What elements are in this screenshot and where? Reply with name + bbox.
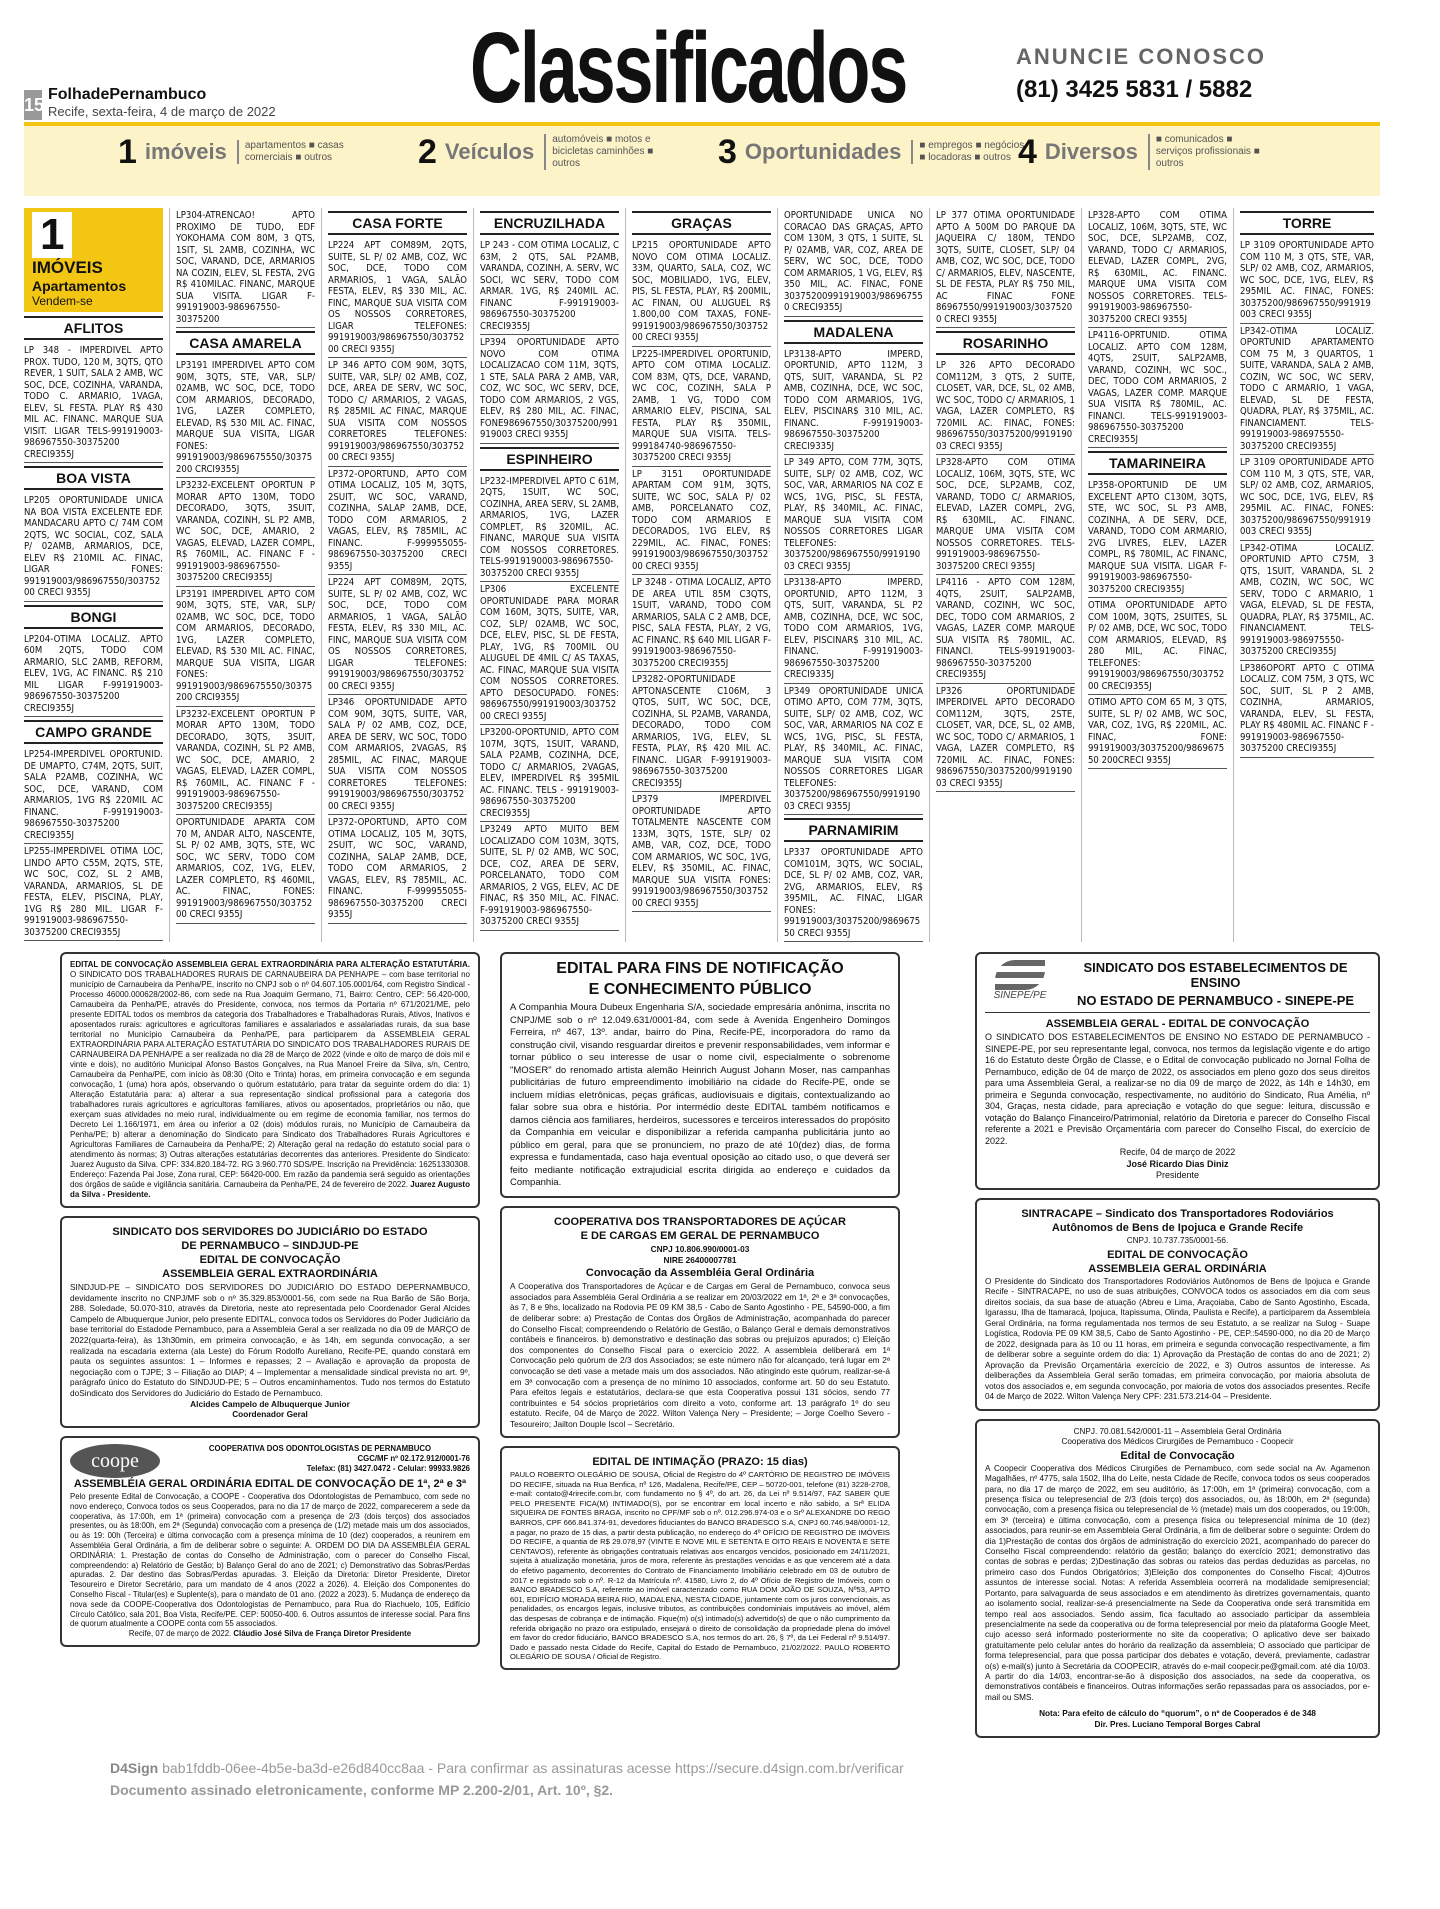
classified-ad: OPORTUNIDADE APARTA COM 70 M, ANDAR ALTO, NASCENTE, SL P/ 02 AMB, 3QTS, STE, WC SOC, WC SERV, TODO COM ARMARIOS, COZ, 1VG, ELEV, LAZER COMPLETO, R$ 460MIL, AC. FINAC, FONES: 991919003/986967550/30375200 CRECI 9355J: [176, 815, 315, 924]
signature-footer: [110, 1760, 904, 1776]
notice-title: E DE CARGAS EM GERAL DE PERNAMBUCO: [580, 1230, 820, 1242]
classified-ad: LP254-IMPERDIVEL OPORTUNID. DE UMAPTO, C74M, 2QTS, SUIT, SALA P2AMB, COZINHA, WC SOC, DCE, VARAND, COM ARMARIOS, 1VG R$ 220MIL AC FINANC. F-991919003-986967550-30375200 CRECI9355J: [24, 747, 163, 844]
notice-cgc: CGC/MF nº 02.172.912/0001-76: [357, 1453, 470, 1463]
listings-columns: [24, 208, 1380, 942]
neighborhood-heading: CASA FORTE: [328, 211, 467, 235]
neighborhood-heading: GRAÇAS: [632, 211, 771, 235]
coope-logo: coope: [70, 1444, 160, 1478]
classified-ad: LP372-OPORTUND, APTO COM OTIMA LOCALIZ, 105 M, 3QTS, 2SUIT, WC SOC, VARAND, COZINHA, SALAP 2AMB, DCE, TODO COM ARMARIOS, 2 VAGAS, ELEV, R$ 785MIL, AC FINANC. F-999955055-986967550-30375200 CRECI 9355J: [328, 467, 467, 576]
classified-ad: LP205 OPORTUNIDADE UNICA NA BOA VISTA EXCELENTE EDF. MANDACARU APTO C/ 74M COM 2QTS, WC SOCIAL, COZ, SALA P/ 02AMB, ARMARIOS, DCE, ELEV R$ 210MIL AC. FINAC, LIGAR FONES: 991919003/986967550/30375200 CRECI 9355J: [24, 493, 163, 602]
category-number: 3: [718, 132, 737, 171]
advertise-phone: (81) 3425 5831 / 5882: [1016, 76, 1253, 103]
sinepe-logo-mark: [995, 960, 1045, 990]
classified-ad: OTIMO APTO COM 65 M, 3 QTS, SUITE, SL P/ 02 AMB, WC SOC, VAR, COZ, 1VG, R$ 220MIL, AC. FINAC, FONE: 991919003/30375200/986967550 200CRECI 9355J: [1088, 695, 1227, 769]
classified-ad: LP386OPORT APTO C OTIMA LOCALIZ. COM 75M, 3 QTS, WC SOC, SUIT, SL P 2 AMB, COZINHA, ARMARIOS, VARANDA, ELEV, SL FESTA, PLAY R$ 480MIL AC. FINANC F - 991919003-986967550-30375200 CRECI9355J: [1240, 661, 1374, 758]
section-subtitle2: Vendem-se: [32, 294, 93, 308]
listing-column: [24, 208, 170, 942]
classified-ad: LP 349 APTO, COM 77M, 3QTS, SUITE, SLP/ 02 AMB, COZ, WC SOC, VAR, ARMARIOS NA COZ E WCS, 1VG, PISC, SL FESTA, PLAY, R$ 340MIL, AC. FINAC, MARQUE SUA VISITA COM NOSSOS CORRETORES LIGAR TELEFONES: 30375200/986967550/991919003 CRECI 9355J: [784, 455, 923, 575]
category-sub: automóveis ■ motos e bicicletas caminhões ■ outros: [544, 134, 664, 170]
notice-coopecir: [975, 1419, 1380, 1738]
classified-ad: LP3138-APTO IMPERD, OPORTUNID, APTO 112M, 3 QTS, SUIT, VARANDA, SL P2 AMB, COZINHA, DCE, WC SOC, TODO COM ARMARIOS, 1VG, ELEV, PISCINAR$ 310 MIL, AC. FINANC. F-991919003-986967550-30375200 CRECI9335J: [784, 575, 923, 684]
notice-cnpj: CNPJ. 10.737.735/0001-56.: [1126, 1236, 1229, 1245]
classified-ad: LP306 EXCELENTE OPORTUNIDADE PARA MORAR COM 160M, 3QTS, SUITE, VAR, COZ, SLP/ 02AMB, WC SOC, DCE, ELEV, PISC, SL DE FESTA, PLAY, 1VG, R$ 700MIL OU ALUGUEL DE 4MIL C/ AS TAXAS, AC. FINAC, MARQUE SUA VISITA COM NOSSOS CORRETORES. APTO DESOCUPADO. FONES: 986967550/991919003/30375200 CRECI 9355J: [480, 582, 619, 725]
category-bar: [24, 126, 1380, 196]
category-name: Diversos: [1044, 139, 1138, 164]
classified-ad: LP224 APT COM89M, 2QTS, SUITE, SL P/ 02 AMB, COZ, WC SOC, DCE, TODO COM ARMARIOS, 1 VAGA, SALÃO FESTA, ELEV, R$ 330 MIL, AC. FINC, MARQUE SUA VISITA COM OS NOSSOS CORRETORES, LIGAR TELEFONES: 991919003/986967550/30375200 CRECI 9355J: [328, 238, 467, 358]
advertise-label: ANUNCIE CONOSCO: [1016, 44, 1267, 69]
classified-ad: LP3191 IMPERDIVEL APTO COM 90M, 3QTS, STE, VAR, SLP/ 02AMB, WC SOC, DCE, TODO COM ARMARIOS, DECORADO, 1VG, LAZER COMPLETO, ELEVAD, R$ 530 MIL AC. FINAC, MARQUE SUA VISITA, LIGAR FONES: 991919003/9869675550/30375200 CRCI9355J: [176, 587, 315, 707]
masthead: [470, 14, 1000, 122]
classified-ad: LP358-OPORTUNID DE UM EXCELENT APTO C130M, 3QTS, STE, WC SOC, SL P3 AMB, COZINHA, A DE SERV, DCE, VARAND, TODO COM ARMARIO, 2VG LIVRES, ELEV, LAZER COMPL, R$ 780MIL, AC FINANC, MARQUE SUA VISITA. LIGAR F-991919003-986967550-30375200 CRECI9355J: [1088, 478, 1227, 598]
notice-moser: [500, 952, 900, 1198]
category-sub: apartamentos ■ casas comerciais ■ outros: [237, 140, 357, 164]
notice-intimacao: [500, 1446, 900, 1670]
listing-column: [328, 208, 474, 942]
classified-ad: OPORTUNIDADE UNICA NO CORACAO DAS GRAÇAS, APTO COM 130M, 3 QTS, 1 SUITE, SL P/ 02AMB, VAR, COZ, AREA DE SERV, WC SOC, DCE, TODO COM ARMARIOS, 1 VG, ELEV, R$ 350 MIL, AC. FINAC, FONE 30375200991919003/986967550 CRECI9355J: [784, 208, 923, 317]
signature-legal-text: Documento assinado eletronicamente, conforme MP 2.200-2/01, Art. 10º, §2.: [110, 1782, 614, 1798]
listing-column: [480, 208, 626, 942]
classified-ad: LP 3248 - OTIMA LOCALIZ, APTO DE AREA UTIL 85M C3QTS, 1SUIT, VARAND, TODO COM ARMARIOS, SALA C 2 AMB, DCE, PISC, SALA FESTA, PLAY, 2 VG, AC FINANC. R$ 640 MIL LIGAR F-991919003-986967550-30375200 CRECI9355J: [632, 575, 771, 672]
category-imoveis[interactable]: [118, 126, 418, 178]
classified-ad: LP328-APTO COM OTIMA LOCALIZ, 106M, 3QTS, STE, WC SOC, DCE, SLP2AMB, COZ, VARAND, TODO C/ ARMARIOS, ELEVAD, LAZER COMPL, 2VG, R$ 630MIL, AC. FINANC. MARQUE UMA VISITA COM NOSSOS CORRETORES. TELS-991919003-986967550-30375200 CRECI 9355J: [936, 455, 1075, 575]
notice-title: COOPERATIVA DOS TRANSPORTADORES DE AÇÚCAR: [554, 1216, 846, 1228]
classified-ad: LP 3109 OPORTUNIDADE APTO COM 110 M, 3 QTS, STE, VAR, SLP/ 02 AMB, COZ, ARMARIOS, WC SOC, DCE, 1VG, ELEV, R$ 295MIL AC. FINAC, FONES: 30375200/986967550/991919003 CRECI 9355J: [1240, 238, 1374, 324]
listing-column: [1240, 208, 1380, 942]
notice-body: O SINDICATO DOS TRABALHADORES RURAIS DE CARNAUBEIRA DA PENHA/PE – com base territorial no município de Carnaubeira da Penha/PE, inscrito no CNPJ sob o nº 04.607.105.0001/64, com Registro Sindical - Processo 46000.000628/2002-86, com sede na Rua Joaquim Germano, 71, Bairro: Centro, CEP: 56.420-000, Carnaubeira da Penha/PE, através do Presidente, convoca, nos termos da Portaria nº 671/2021/ME, pelo presente EDITAL todos os membros da categoria dos Trabalhadores e Trabalhadoras Rurais, Ativos, Inativos e aposentados rurais: agricultores e agricultoras familiares e assalariados e assalariadas rurais, da sua base territorial no Município Carnaubeira da Penha/PE, para participarem da ASSEMBLEIA GERAL EXTRAORDINÁRIA PARA ALTERAÇÃO ESTATUTÁRIA DO SINDICATO DOS TRABALHADORES RURAIS DE CARNAUBEIRA DA PENHA/PE a ser realizada no dia 28 de Março de 2022 (vinde e oito de março de dois mil e vinte e dois), no auditório Municipal Afonso Bastos Gonçalves, na Rua Manoel Freire da Silva, s/n, Centro, Carnaubeira da Penha/PE, com início às 08:30 (Oito e Trinta) horas, em primeira convocação e em segunda convocação, 1 (uma) hora após, observando o quórum estatutário, para tratar da seguinte ordem do dia: 1) Alteração Estatutária para: a) alterar a sua representação sindical profissional para a categoria dos trabalhadores rurais agricultores e agricultoras familiares, ativos ou aposentados, proprietários ou não, que exerçam suas atividades no meio rural, individualmente ou em regime de economia familiar, nos termos do Decreto Lei 1.166/1971, em área ou inferior a 02 (dois) módulos rurais, no Município de Carnaubeira da Penha/PE; b) alterar a denominação do Sindicato para Sindicato dos Trabalhadores Rurais Agricultores e Agricultoras Familiares de Carnaubeira da Penha/PE; 2) Alteração geral na redação do estatuto social para o atendimento às normas; 3) Outras alterações estatutárias decorrentes das anteriores. Presidente do Sindicato: Juarez Augusto da Silva. CPF: 334.820.184-72. RG 3.960.770 SDS/PE. Inscrição na Previdência: 16251330308. Endereço: Fazenda Pai Jose, Zona rural, CEP: 56420-000. Em razão da pandemia será seguido as orientações dos órgãos de saúde e vigilância sanitária. Carnaubeira da Penha/PE, 24 de fevereiro de 2022.: [70, 970, 470, 1189]
sinepe-logo: [985, 960, 1055, 1001]
classified-ad: LP372-OPORTUND, APTO COM OTIMA LOCALIZ, 105 M, 3QTS, 2SUIT, WC SOC, VARAND, COZINHA, SALAP 2AMB, DCE, TODO COM ARMARIOS, 2 VAGAS, ELEV, R$ 785MIL, AC. FINANC. F-999955055-986967550-30375200 CRECI 9355J: [328, 815, 467, 924]
notice-signer: Alcides Campelo de Albuquerque Junior: [190, 1398, 350, 1409]
neighborhood-heading: MADALENA: [784, 320, 923, 344]
section-subtitle: Apartamentos: [32, 278, 127, 294]
category-diversos[interactable]: [1018, 126, 1318, 178]
notice-title: SINTRACAPE – Sindicato dos Transportadores Rodoviários: [1021, 1208, 1334, 1220]
notice-coope: [60, 1436, 480, 1647]
classified-ad: LP337 OPORTUNIDADE APTO COM101M, 3QTS, WC SOCIAL, DCE, SL P/ 02 AMB, COZ, VAR, 2VG, ARMARIOS, ELEV, R$ 395MIL, AC. FINAC, LIGAR FONES: 991919003/30375200/986967550 CRECI 9355J: [784, 845, 923, 942]
notice-signer: Juarez Augusto da Silva - Presidente.: [70, 1180, 470, 1199]
dateline: Recife, sexta-feira, 4 de março de 2022: [48, 104, 276, 119]
notice-signer: Dir. Pres. Luciano Temporal Borges Cabral: [1094, 1719, 1261, 1729]
notice-title: EDITAL PARA FINS DE NOTIFICAÇÃO: [556, 960, 844, 977]
classified-ad: LP346 OPORTUNIDADE APTO COM 90M, 3QTS, SUITE, VAR, SALA P/ 02 AMB, COZ, DCE, AREA DE SERV, WC SOC, TODO COM ARMARIOS, 2VAGAS, R$ 285MIL, AC FINAC, MARQUE SUA VISITA COM NOSSOS CORRETORES TELEFONES: 991919003/986967550/30375200 CRECI 9355J: [328, 695, 467, 815]
classified-ad: LP255-IMPERDIVEL OTIMA LOC, LINDO APTO C55M, 2QTS, STE, WC SOC, COZ, SL 2 AMB, VARANDA, ARMARIOS, SL DE FESTA, ELEV, PISCINA, PLAY, 1VG R$ 280 MIL. LIGAR F-991919003-986967550-30375200 CRECI9355J: [24, 844, 163, 941]
neighborhood-heading: BOA VISTA: [24, 466, 163, 490]
notice-signer: Cláudio José Silva de França Diretor Presidente: [233, 1629, 412, 1639]
category-veiculos[interactable]: [418, 126, 718, 178]
notice-subtitle: ASSEMBLÉIA GERAL ORDINÁRIA EDITAL DE CONVOCAÇÃO DE 1ª, 2ª e 3ª: [73, 1478, 467, 1490]
classified-ad: LP224 APT COM89M, 2QTS, SUITE, SL P/ 02 AMB, COZ, WC SOC, DCE, TODO COM ARMARIOS, 1 VAGA, SALÃO FESTA, ELEV, R$ 330 MIL, AC. FINC, MARQUE SUA VISITA COM OS NOSSOS CORRETORES, LIGAR TELEFONES: 991919003/986967550/30375200 CRECI 9355J: [328, 575, 467, 695]
classified-ad: LP3138-APTO IMPERD, OPORTUNID, APTO 112M, 3 QTS, SUIT, VARANDA, SL P2 AMB, COZINHA, DCE, WC SOC, TODO COM ARMARIOS, 1VG, ELEV, PISCINAR$ 310 MIL, AC. FINANC. F-991919003-986967550-30375200 CRECI9335J: [784, 347, 923, 456]
notice-sintracape: [975, 1198, 1380, 1411]
notice-acucar: [500, 1206, 900, 1438]
d4sign-brand: D4Sign: [110, 1760, 159, 1776]
classified-ad: LP232-IMPERDIVEL APTO C 61M, 2QTS, 1SUIT, WC SOC, COZINHA, AREA SERV, SL 2AMB, ARMARIOS, 1VG, LAZER COMPLET, R$ 320MIL, AC. FINANC, MARQUE SUA VISITA COM NOSSOS CORRETORES. TELS-9919190003-986967550-30375200 CRECI 9355J: [480, 474, 619, 583]
classified-ad: OTIMA OPORTUNIDADE APTO COM 100M, 3QTS, 2SUITES, SL P/ 02 AMB, DCE, WC SOC, TODO COM ARMARIOS, ELEVAD, R$ 280 MIL, AC. FINAC, TELEFONES: 991919003/986967550/30375200 CRECI9355J: [1088, 598, 1227, 695]
neighborhood-heading: AFLITOS: [24, 316, 163, 340]
notice-date: Recife, 04 de março de 2022: [1119, 1147, 1236, 1157]
listing-column: [176, 208, 322, 942]
classified-ad: LP326 OPORTUNIDADE IMPERDIVEL APTO DECORADO COM112M, 3QTS, 2STE, CLOSET, VAR, DCE, SL, 02 AMB, WC SOC, TODO C/ ARMARIOS, 1 VAGA, LAZER COMPLETO, R$ 720MIL AC. FINAC, FONES: 986967550/30375200/991919003 CRECI 9355J: [936, 684, 1075, 793]
notice-body: Pelo presente Edital de Convocação, a COOPE - Cooperativa dos Odontologistas de Pernambuco, com sede no novo endereço, Convoca todos os seus Cooperados, para no dia 17 de março de 2022, comparecerem a sede da cooperativa, às 17:00h, em 1ª (primeira) convocação com a presença de 2/3 (dois terços) dos associados presentes, ou às 18:00h, em 2ª (Segunda) convocação com a presença de (1/2) metade mais um dos associados, ou às 19: 00h (Terceira) e última convocação com a presença mínima de 10 (dez) cooperados, a reunirem em Assembléia Geral Ordinária, a fim de deliberar sobre o seguinte: A. ORDEM DO DIA DA ASSEMBLÉIA GERAL ORDINÁRIA: 1. Prestação de contas do Conselho de Administração, com o parecer do Conselho Fiscal, compreendendo: a) Relatório de Gestão; b) Balanço Geral do ano de 2021; c) Demonstrativo das Sobras/Perdas apuradas. 2. Dar destino das Sobras/Perdas apuradas. 3. Eleição da Diretoria: Diretor Presidente, Diretor Tesoureiro e Diretor Secretário, para um mandato de 4 anos (2022 a 2026). 4. Eleição dos Componentes do Conselho Fiscal - Titular(es) e Suplente(s), para o mandato de 01 ano. (2022 a 2023). 5. Mudança de endereço da nova sede da COOPE-Cooperativa dos Odontologistas de Pernambuco, para Rua do Riachuelo, 105, Edifício Círculo Católico, sala 201, Boa Vista, Recife/PE. CEP: 50050-400. 6. Outros assuntos de interesse social. Para fins de quorum atualmente a COOPE conta com 55 associados.: [70, 1492, 470, 1629]
classified-ad: LP328-APTO COM OTIMA LOCALIZ, 106M, 3QTS, STE, WC SOC, DCE, SLP2AMB, COZ, VARAND, TODO C/ ARMARIOS, ELEVAD, LAZER COMPL, 2VG, R$ 630MIL, AC. FINANC. MARQUE UMA VISITA COM NOSSOS CORRETORES. TELS-991919003-986967550-30375200 CRECI 9355J: [1088, 208, 1227, 328]
notice-nire: NIRE 26400007781: [663, 1254, 737, 1265]
neighborhood-heading: ROSARINHO: [936, 331, 1075, 355]
category-oportunidades[interactable]: [718, 126, 1025, 178]
neighborhood-heading: TAMARINEIRA: [1088, 451, 1227, 475]
notice-body: SINDJUD-PE – SINDICATO DOS SERVIDORES DO JUDICIÁRIO DO ESTADO DEPERNAMBUCO, devidamente inscrito no CNPJ/MF sob o nº 35.329.853/0001-56, com sede na Rua Barão de São Borja, 288. Soledade, 50.070-310, através da Diretoria, neste ato representada pelo Coordenador Geral Alcides Campelo de Albuquerque Junior, pelo presente EDITAL, convoca todos os Servidores do Poder Judiciário da base territorial do Estadode Pernambuco, para a Assembleia Geral a ser realizada no dia 09 de MARÇO de 2022(quarta-feira), às 13h30min, em primeira convocação, e às 14h, em segunda convocação, a ser realizada na escadaria externa (ala Leste) do Fórum Rodolfo Aureliano, Recife-PE, quando constará em pauta os seguintes assuntos: 1 – Informes e repasses; 2 – Avaliação e aprovação da proposta de negociação com o TJPE; 3 – Filiação ao DIAP; 4 – Implementar a mensalidade sindical prevista no art. 9º, parágrafo único do Estatuto do SINDJUD-PE; 5 – Outros encaminhamentos. Tudo nos termos do Estatuto doSindicato dos Servidores do Judiciário do Estado de Pernambuco.: [70, 1282, 470, 1398]
category-number: 2: [418, 132, 437, 171]
notice-signoff: Recife, 07 de março de 2022.: [128, 1629, 232, 1639]
classified-ad: LP379 IMPERDIVEL OPORTUNIDADE APTO TOTALMENTE NASCENTE COM 133M, 3QTS, 1STE, SLP/ 02 AMB, VAR, COZ, DCE, TODO COM ARMARIOS, WC SOC, 1VG, ELEV, R$ 350MIL, AC. FINAC, MARQUE SUA VISITA FONES: 991919003/986967550/30375200 CRECI 9355J: [632, 792, 771, 912]
notice-divider: [985, 1012, 1370, 1016]
classified-ad: LP4116-OPRTUNID. OTIMA LOCALIZ. APTO COM 128M, 4QTS, 2SUIT, SALP2AMB, VARAND, COZINH, WC SOC., DEC, TODO COM ARMARIOS, 2 VAGAS, LAZER COMP. MARQUE SUA VISITA R$ 780MIL, AC. FINANCI. TELS-991919003-986967550-30375200 CRECI9355J: [1088, 328, 1227, 448]
neighborhood-heading: CAMPO GRANDE: [24, 720, 163, 744]
neighborhood-heading: CASA AMARELA: [176, 331, 315, 355]
section-tag: [24, 208, 163, 312]
category-name: imóveis: [144, 139, 227, 164]
notice-subtitle: ASSEMBLEIA GERAL ORDINÁRIA: [1088, 1262, 1267, 1275]
listing-column: [784, 208, 930, 942]
classified-ad: LP3191 IMPERDIVEL APTO COM 90M, 3QTS, STE, VAR, SLP/ 02AMB, WC SOC, DCE, TODO COM ARMARIOS, DECORADO, 1VG, LAZER COMPLETO, ELEVAD, R$ 530 MIL AC. FINAC, MARQUE SUA VISITA, LIGAR FONES: 991919003/9869675550/30375200 CRCI9355J: [176, 358, 315, 478]
notice-sindjud: [60, 1216, 480, 1428]
category-sub: ■ empregos ■ negócios ■ locadoras ■ outros: [911, 140, 1031, 164]
classified-ad: LP 348 - IMPERDIVEL APTO PROX. TUDO, 120 M, 3QTS, QTO REVER, 1 SUIT, SALA 2 AMB, WC SOC, DCE, COZINHA, VARANDA, TODO C. ARMARIO, 1VAGA, ELEV, SL FESTA. PLAY R$ 430 MIL AC. FINANC. MARQUE SUA VISIT. LIGAR TELS-991919003-986967550-30375200 CRECI9355J: [24, 343, 163, 463]
notice-signer: José Ricardo Dias Diniz: [1126, 1158, 1229, 1169]
notice-nota: Nota: Para efeito de cálculo do “quorum”, o nº de Cooperados é de 348: [1039, 1709, 1316, 1719]
classified-ad: LP3249 APTO MUITO BEM LOCALIZADO COM 103M, 3QTS, SUITE, SL P/ 02 AMB, WC SOC, DCE, COZ, AREA DE SERV, PORCELANATO, TODO COM ARMARIOS, 2 VGS, ELEV, AC DE FINAC, R$ 350 MIL, AC. FINAC. F-991919003-986967550-30375200 CRECI 9355J: [480, 822, 619, 931]
classified-ad: LP 243 - COM OTIMA LOCALIZ, C 63M, 2 QTS, SAL P2AMB, VARANDA, COZINH, A. SERV, WC SOCI, WC SERV, TODO COM ARMAR. 1VG, R$ 240MIL AC. FINANC F-991919003-986967550-30375200 CRECI9355J: [480, 238, 619, 335]
notice-cnpj: CNPJ 10.806.990/0001-03: [650, 1244, 750, 1254]
neighborhood-heading: ENCRUZILHADA: [480, 211, 619, 235]
notice-body: A Cooperativa dos Transportadores de Açúcar e de Cargas em Geral de Pernambuco, convoca seus associados para Assembléia Geral Ordinária a se realizar em 20/03/2022 em 1ª, 2ª e 3ª convocações, às 7, 8 e 9hs, localizado na Rodovia PE 09 KM 38,5 - Cabo de Santo Agostinho - PE, 54590-000, a fim de deliberar sobre: a) Prestação de Contas dos Órgãos de Administração, acompanhada do parecer do Conselho Fiscal; compreendendo o Relatório de Gestão, o Balanço Geral e demais demonstrativos contábeis e financeiros. b) demonstrativo e destinação das sobras ou prejuízos apurados; c) Eleição dos componentes do Conselho Fiscal para o exercício 2022. A assembleia deliberará em 1ª Convocação pelo quórum de 2/3 dos Associados; se este número não for alcançado, terá lugar em 2ª convocação se deti vase a metade mais um dos associados. Não atingindo este quórum, realizar-se-á em 3ª convocação com a presença de no mínimo 10 associados, conforme art. 50 do seu Estatuto. Para efeitos legais e estatutários, declara-se que esta Cooperativa possui 131 sócios, sendo 77 contribuintes e 54 sócios proprietários com direito a voto, conforme art. 13 parágrafo 1º do seu estatuto. Recife, 04 de Março de 2022. Wilton Valença Nery – Presidente; – Jorge Coelho Severo - Tesoureiro; Jailton Douple Iscol – Secretário.: [510, 1281, 890, 1429]
page-number: 15: [24, 90, 42, 120]
classified-ad: LP3200-OPORTUNID, APTO COM 107M, 3QTS, 1SUIT, VARAND, SALA P2AMB, COZINHA, DCE, TODO C/ ARMARIOS, 2VAGAS, ELEV, IMPERDIVEL R$ 395MIL AC. FINANC. TELS - 991919003-986967550-30375200 CRECI9355J: [480, 725, 619, 822]
notice-title: EDITAL DE CONVOCAÇÃO ASSEMBLEIA GERAL EXTRAORDINÁRIA PARA ALTERAÇÃO ESTATUTÁRIA.: [70, 960, 470, 969]
notice-subtitle: ASSEMBLEIA GERAL EXTRAORDINÁRIA: [162, 1268, 378, 1280]
classified-ad: LP349 OPORTUNIDADE UNICA OTIMO APTO, COM 77M, 3QTS, SUITE, SLP/ 02 AMB, COZ, WC SOC, VAR, ARMARIOS NA COZ E WCS, 1VG, PISC, SL FESTA, PLAY, R$ 340MIL, AC. FINAC, MARQUE SUA VISITA COM NOSSOS CORRETORES LIGAR TELEFONES: 30375200/986967550/991919003 CRECI 9355J: [784, 684, 923, 816]
listing-column: [936, 208, 1082, 942]
listing-column: [632, 208, 778, 942]
classified-ad: LP4116 - APTO COM 128M, 4QTS, 2SUIT, SALP2AMB, VARAND, COZINH, WC SOC, DEC, TODO COM ARMARIOS, 2 VAGAS, LAZER COMP. MARQUE SUA VISITA R$ 780MIL, AC. FINANCI. TELS-991919003-986967550-30375200 CRECI9355J: [936, 575, 1075, 684]
notice-title: NO ESTADO DE PERNAMBUCO - SINEPE-PE: [1076, 993, 1355, 1008]
notice-phone: Telefax: (81) 3427.0472 - Celular: 99933.9826: [306, 1463, 470, 1473]
notice-body: A Coopecir Cooperativa dos Médicos Cirurgiões de Pernambuco, com sede social na Av. Agamenon Magalhães, nº 4775, sala 1502, Ilha do Leite, nesta Cidade de Recife, convoca todos os seus cooperados para, no dia 17 de março de 2022, em seu auditório, às 17:00h, em 1ª (primeira) convocação, com a presença física ou telepresencial de 2/3 (dois terço) dos associados, ou, às 18:00h, em 2ª (segunda) convocação, com a presença física ou telepresencial de ½ (metade) mais um dos cooperados, ou 19:00h, em 3ª (terceira) e última convocação, com a presença física ou telepresencial mínima de 10 (dez) associados, para reunir-se em Assembleia Geral Ordinária, a fim de deliberar sobre o seguinte: Ordem do dia 1)Prestação de contas dos órgãos de administração do exercício 2021, acompanhado do parecer do Conselho Fiscal compreendendo: relatório da gestão; balanço do exercício 2021; demonstrativo das contas de sobras e perdas; 2)Destinação das sobras ou rateios das perdas deduzidas as parcelas, no primeiro caso dos Fundos Obrigatórios; 3)Eleição dos componentes do Conselho Fiscal; 4)Outros assuntos de interesse social. Notas: A referida Assembleia ocorrerá na modalidade semipresencial; Portanto, para salvaguarda de seus associados e em atendimento às diretrizes governamentais, quanto ao isolamento social, realizar-se-á presencialmente na Sede da Cooperativa onde será transmitida em tempo real aos associados. Sendo assim, fica facultado ao associado participar da assembleia presencialmente na sede da cooperativa ou de forma telepresencial por meio da plataforma Google Meet, cujo acesso será informado posteriormente no site da cooperativa; O aplicativo deve ser baixado gratuitamente pelo celular antes do horário da realização da assembleia; O associado que participar de forma telepresencial, para que possa participar dos debates e votação, deverá, previamente, cadastrar o(s) e-mail(s) junto à Secretária da COOPECIR, através do e-mail coopecir.pe@gmail.com. até dia 10/03. A partir do dia 14/03, encontrar-se-ão à disposição dos associados, na sede da cooperativa, os demonstrativos contábeis e financeiros. Outras informações serão repassadas para os associados, por e-mail ou SMS.: [985, 1463, 1370, 1702]
category-name: Veículos: [444, 139, 535, 164]
notice-title: Cooperativa dos Médicos Cirurgiões de Pernambuco - Coopecir: [1061, 1437, 1294, 1447]
category-number: 1: [118, 132, 137, 171]
notice-title: Autônomos de Bens de Ipojuca e Grande Recife: [1051, 1222, 1304, 1234]
classified-ad: LP225-IMPERDIVEL OPORTUNID, APTO COM OTIMA LOCALIZ. COM 83M, QTS, DCE, VARAND, WC COC, COZINH, SALA P 2AMB, 1 VG, TODO COM ARMARIO ELEV, PISCINA, SAL FESTA, PLAY R$ 350MIL, MARQUE SUA VISITA. TELS-999184740-986967550-30375200 CRECI 9355J: [632, 347, 771, 467]
classified-ad: LP394 OPORTUNIDADE APTO NOVO COM OTIMA LOCALIZACAO COM 11M, 3QTS, 1 STE, SALA PARA 2 AMB, VAR, COZ, WC SOC, WC SERV, DCE, TODO COM ARMARIOS, 2 VGS, ELEV, R$ 280 MIL, AC. FINAC, FONE986967550/30375200/991919003 CRECI 9355J: [480, 335, 619, 444]
notice-body: O Presidente do Sindicato dos Transportadores Rodoviários Autônomos de Bens de Ipojuca e Grande Recife - SINTRACAPE, no uso de suas atribuições, CONVOCA todos os associados em dia com seus direitos sociais, da sua base de atuação (Abreu e Lima, Araçoiaba, Cabo de Santo Agostinho, Escada, Igarassu, Ilha de Itamaracá, Ipojuca, Itapissuma, Olinda, Paulista e Recife), a participarem da Assembleia Geral Ordinária, na forma regulamentada nos termos de seu Estatuto, a se realizar na Sulog - Suape Logística, Rodovia PE 09 KM 38,5, Cabo de Santo Agostinho - PE, CEP.:54590-000, no dia 20 de Março de 2022, designada para às 10 ou 11 horas, em primeira e segunda convocação respectivamente, a fim de deliberar sobre a seguinte ordem do dia: 1) Aprovação da Prestação de contas do ano de 2021; 2) Aprovação da Previsão Orçamentária exercício de 2022, e 3) Outros assuntos de interesse. As deliberações da Assembleia Geral serão tomadas, em primeira convocação, por maioria absoluta de votos dos associados e, em segunda convocação, por maioria de votos dos associados presentes. Recife 04 de Março de 2022. Wilton Valença Nery CPF: 231.573.214-04 – Presidente.: [985, 1276, 1370, 1401]
classified-ad: LP3232-EXCELENT OPORTUN P MORAR APTO 130M, TODO DECORADO, 3QTS, 3SUIT, VARANDA, COZINH, SL P2 AMB, WC SOC, DCE, AMARIO, 2 VAGAS, ELEVAD, LAZER COMPL, R$ 760MIL, AC. FINANC F - 991919003-986967550-30375200 CRECI9355J: [176, 478, 315, 587]
notice-title: DE PERNAMBUCO – SINDJUD-PE: [181, 1240, 359, 1252]
classified-ad: LP 377 OTIMA OPORTUNIDADE APTO A 500M DO PARQUE DA JAQUEIRA C/ 180M, TENDO 3QTS, SUITE, CLOSET, SLP/ 04 AMB, COZ, WC SOC, DCE, TODO C/ ARMARIOS, ELEV, NASCENTE, SL DE FESTA, PLAY R$ 750 MIL, AC FINAC FONE 86967550/991919003/30375200 CRECI 9355J: [936, 208, 1075, 328]
notice-title: SINDICATO DOS SERVIDORES DO JUDICIÁRIO DO ESTADO: [112, 1226, 428, 1238]
neighborhood-heading: PARNAMIRIM: [784, 818, 923, 842]
notice-title: EDITAL DE INTIMAÇÃO (PRAZO: 15 dias): [592, 1456, 808, 1468]
neighborhood-heading: TORRE: [1240, 211, 1374, 235]
signature-verify-text: bab1fddb-06ee-4b5e-ba3d-e26d840cc8aa - Para confirmar as assinaturas acesse https://secure.d4sign.com.br/verificar: [162, 1760, 904, 1776]
classified-ad: LP342-OTIMA LOCALIZ. OPORTUNID APARTAMENTO COM 75 M, 3 QUARTOS, 1 SUITE, VARANDA, SALA 2 AMB, COZIN, WC SOC, WC SERV, TODO C ARMARIO, 1 VAGA, ELEVAD, SL DE FESTA, QUADRA, PLAY, R$ 375MIL, AC. FINANCIAMENT. TELS-991919003-986975550-30375200 CRECI9355J: [1240, 324, 1374, 456]
classified-ad: LP 3109 OPORTUNIDADE APTO COM 110 M, 3 QTS, STE, VAR, SLP/ 02 AMB, COZ, ARMARIOS, WC SOC, DCE, 1VG, ELEV, R$ 295MIL AC. FINAC, FONES: 30375200/986967550/991919003 CRECI 9355J: [1240, 455, 1374, 541]
neighborhood-heading: BONGI: [24, 605, 163, 629]
notice-title: CNPJ. 70.081.542/0001-11 – Assembleia Geral Ordinária: [1073, 1427, 1282, 1436]
classified-ad: LP304-ATRENCAO! APTO PROXIMO DE TUDO, EDF YOKOHAMA COM 80M, 3 QTS, 1SIT, SL 2AMB, COZINHA, WC SOC, VARAND, DCE, ARMARIOS NA COZIN, ELEV, SL FESTA, 2VG R$ 410MILAC. FINANC, MARQUE SUA VISITA. LIGAR F-991919003-986967550-30375200: [176, 208, 315, 328]
classified-ad: LP342-OTIMA LOCALIZ. OPORTUNID APTO C75M, 3 QTS, 1SUIT, VARANDA, SL 2 AMB, COZIN, WC SOC, WC SERV, TODO C ARMARIO, 1 VAGA, ELEVAD, SL DE FESTA, QUADRA, PLAY, R$ 375MIL, AC. FINANCIAMENT. TELS-991919003-986975550-30375200 CRECI9355J: [1240, 541, 1374, 661]
notice-sinepe: [975, 952, 1380, 1190]
notice-subtitle: Edital de Convocação: [1120, 1449, 1235, 1462]
category-number: 4: [1018, 132, 1037, 171]
notice-title: COOPERATIVA DOS ODONTOLOGISTAS DE PERNAMBUCO: [208, 1444, 432, 1453]
classified-ad: LP204-OTIMA LOCALIZ. APTO 60M 2QTS, TODO COM ARMARIO, SLC 2AMB, REFORM, ELEV, 1VG, AC FINANC. R$ 210 MIL LIGAR F-991919003-986967550-30375200 CRECI9355J: [24, 632, 163, 718]
category-sub: ■ comunicados ■ serviços profissionais ■ outros: [1148, 134, 1268, 170]
notice-role: Presidente: [1155, 1170, 1200, 1180]
listing-column: [1088, 208, 1234, 942]
notice-body: O SINDICATO DOS ESTABELECIMENTOS DE ENSINO NO ESTADO DE PERNAMBUCO - SINEPE-PE, por seu representante legal, convoca, nos termos da legislação vigente e do artigo 16 do Estatuto deste Órgão de Classe, e o Edital de convocação publicado no Jornal Folha de Pernambuco, edição de 04 de março de 2022, os associados em pleno gozo dos seus direitos para uma Assembleia Geral, a realizar-se no dia 09 de março de 2022, às 14h e 14h30, em primeira e Segunda convocação, respectivamente, no auditório do Sindicato, Rua Amélia, nº 304, Graças, nesta cidade, para apreciação e votação do que segue: leitura, discussão e votação do Balanço Financeiro/Patrimonial, relatório da Diretoria e parecer do Conselho Fiscal referente a 2021 e Previsão Orçamentária com parecer do Conselho Fiscal, do exercício de 2022.: [985, 1032, 1370, 1146]
notice-subtitle: EDITAL DE CONVOCAÇÃO: [1107, 1248, 1248, 1261]
classified-ad: LP3232-EXCELENT OPORTUN P MORAR APTO 130M, TODO DECORADO, 3QTS, 3SUIT, VARANDA, COZINH, SL P2 AMB, WC SOC, DCE, AMARIO, 2 VAGAS, ELEVAD, LAZER COMPL, R$ 760MIL, AC. FINANC F - 991919003-986967550-30375200 CRECI9355J: [176, 707, 315, 816]
classified-ad: LP 326 APTO DECORADO COM112M, 3 QTS, 2 SUITE, CLOSET, VAR, DCE, SL, 02 AMB, WC SOC, TODO C/ ARMARIOS, 1 VAGA, LAZER COMPLETO, R$ 720MIL AC. FINAC, FONES: 986967550/30375200/991919003 CRECI 9355J: [936, 358, 1075, 455]
section-number: 1: [32, 212, 72, 258]
notice-subtitle: EDITAL DE CONVOCAÇÃO: [199, 1254, 341, 1266]
newspaper-name: FolhadePernambuco: [48, 86, 207, 103]
notice-body: PAULO ROBERTO OLEGÁRIO DE SOUSA, Oficial de Registro do 4º CARTÓRIO DE REGISTRO DE IMÓVEIS DO RECIFE, situada na Rua Benfica, nº 126, Madalena, Recife/PE, CEP – 50720-001, telefone (81) 3228-2708, e-mail: contato@4rirecife.com.br, com fundamento no § 4º, do art. 26, da Lei nº 9.514/97, FAZ SABER QUE PELO PRESENTE FICA(M) INTIMADO(S), por se encontrar em local incerto e não sabido, a Srª ELIDA SIQUEIRA DE FONTES BRAGA, inscrito no CPF/MF sob o nº. 012.296.974-03 e o Srº ALEXANDRE DO REGO BARROS, CPF 666.841.374-91, devedores fiduciantes do BANCO BRADESCO S.A, CNPJ 60.746.948/0001-12, a pagar, no prazo de 15 dias, a partir desta publicação, no endereço do 4º OFÍCIO DE REGISTRO DE IMÓVEIS DO RECIFE, a quantia de R$ 29.078,97 (VINTE E NOVE MIL E SETENTA E OITO REAIS E NOVENTA E SETE CENTAVOS), referente às obrigações contratuais relativas aos encargos vencidos, posicionado em 24/11/2021, sujeita à atualização monetária, juros de mora, referente às prestações vencidas e as que vencerem até a data do efetivo pagamento, decorrentes do Contrato de Financiamento Imobiliário celebrado em 03 de outubro de 2017 e registrado sob o nº. R-12 da Matrícula nº. 41580, Livro 2, do 4º Ofício de Registro de Imóveis, com o BANCO BRADESCO S.A, referente ao imóvel caracterizado como RUA DOM JOÃO DE SOUZA, Nº53, APTO 601, EDIFÍCIO MORADA BEIRA RIO, MADALENA, NESTA CIDADE, juntamente com os juros convencionais, as penalidades, os encargos legais, inclusive tributos, as contribuições condominiais imputáveis ao imóvel, além das despesas de cobrança e de intimação. Fique(m) o(s) intimado(s) advertido(s) de que o não cumprimento da referida obrigação no prazo ora estipulado, ensejará o direito de consolidação da propriedade plena do imóvel em favor do credor fiduciário, BANCO BRADESCO S.A, nos termos do art. 26, § 7º, da Lei Federal nº 9.514/97. Dado e passado nesta Cidade do Recife, Capital do Estado de Pernambuco, 21/02/2022. PAULO ROBERTO OLEGÁRIO DE SOUSA / Oficial de Registro.: [510, 1470, 890, 1662]
sinepe-logo-text: SINEPE/PE: [993, 990, 1047, 1001]
notice-subtitle: ASSEMBLEIA GERAL - EDITAL DE CONVOCAÇÃO: [1045, 1018, 1310, 1030]
category-name: Oportunidades: [744, 139, 902, 164]
notice-carnaubeira: [60, 952, 480, 1208]
notice-title: SINDICATO DOS ESTABELECIMENTOS DE ENSINO: [1083, 960, 1348, 990]
classified-ad: LP 346 APTO COM 90M, 3QTS, SUITE, VAR, SLP/ 02 AMB, COZ, DCE, AREA DE SERV, WC SOC, TODO C/ ARMARIOS, 2 VAGAS, R$ 285MIL AC FINAC, MARQUE SUA VISITA COM NOSSOS CORRETORES TELEFONES: 991919003/986967550/30375200 CRECI 9355J: [328, 358, 467, 467]
notice-subtitle: Convocação da Assembléia Geral Ordinária: [585, 1267, 815, 1280]
notice-title: E CONHECIMENTO PÚBLICO: [588, 981, 812, 998]
classified-ad: LP 3151 OPORTUNIDADE APARTAM COM 91M, 3QTS, SUITE, WC SOC, SALA P/ 02 AMB, PORCELANATO COZ, TODO COM ARMARIOS E DECORADOS, 1VG ELEV, R$ 229MIL, AC. FINAC, FONES: 991919003/986967550/30375200 CRECI 9355J: [632, 467, 771, 576]
notice-body: A Companhia Moura Dubeux Engenharia S/A, sociedade empresária anônima, inscrita no CNPJ/ME sob o nº 12.049.631/0001-84, com sede à Avenida Engenheiro Domingos Ferreira, nº 467, 13º. andar, bairro do Pina, Recife-PE, incorporadora do ramo da construção civil, visando resguardar direitos e prevenir responsabilidades, vem informar e tornar público o seu interesse de usar o nome civil, especialmente o sobrenome "MOSER" do renomado artista alemão Heinrich August Johann Moser, nas campanhas publicitárias de futuro empreendimento imobiliário na cidade do Recife-PE, onde se incluem mídias eletrônicas, peças gráficas, audiovisuais e digitais, contextualizando ao falar sobre sua obra e história. Por intermédio deste EDITAL também notificamos e damos ciência aos familiares, herdeiros, sucessores e terceiros interessados do propósito da Companhia em veicular e disponibilizar a referida campanha publicitária junto ao público em geral, para que se pronunciem, no prazo de até 10(dez) dias, de forma expressa e fundamentada, caso haja eventual oposição ao citado uso, o que deverá ser feito mediante notificação extrajudicial escrita dirigida ao endereço e cuidados da Companhia.: [510, 1002, 890, 1188]
neighborhood-heading: ESPINHEIRO: [480, 447, 619, 471]
classified-ad: LP215 OPORTUNIDADE APTO NOVO COM OTIMA LOCALIZ. 33M, QUARTO, SALA, COZ, WC SOC, MOBILIADO, 1VG, ELEV, PIS, SL FESTA, PLAY, R$ 200MIL, AC FINAN, OU ALUGUEL R$ 1.800,00 COM TAXAS, FONE-991919003/986967550/30375200 CRECI 9355J: [632, 238, 771, 347]
page-header: [0, 0, 1440, 200]
masthead-title: Classificados: [470, 14, 907, 122]
classified-ad: LP3282-OPORTUNIDADE APTONASCENTE C106M, 3 QTOS, SUIT, WC SOC, DCE, COZINHA, SL P2AMB, VARANDA, DECORADO, TODO COM ARMARIOS, 1VG, ELEV, SL FESTA, PLAY, R$ 420 MIL AC. FINANC. LIGAR F-991919003-986967550-30375200 CRECI9355J: [632, 672, 771, 792]
notice-role: Coordenador Geral: [232, 1409, 308, 1420]
section-title: IMÓVEIS: [32, 258, 103, 277]
